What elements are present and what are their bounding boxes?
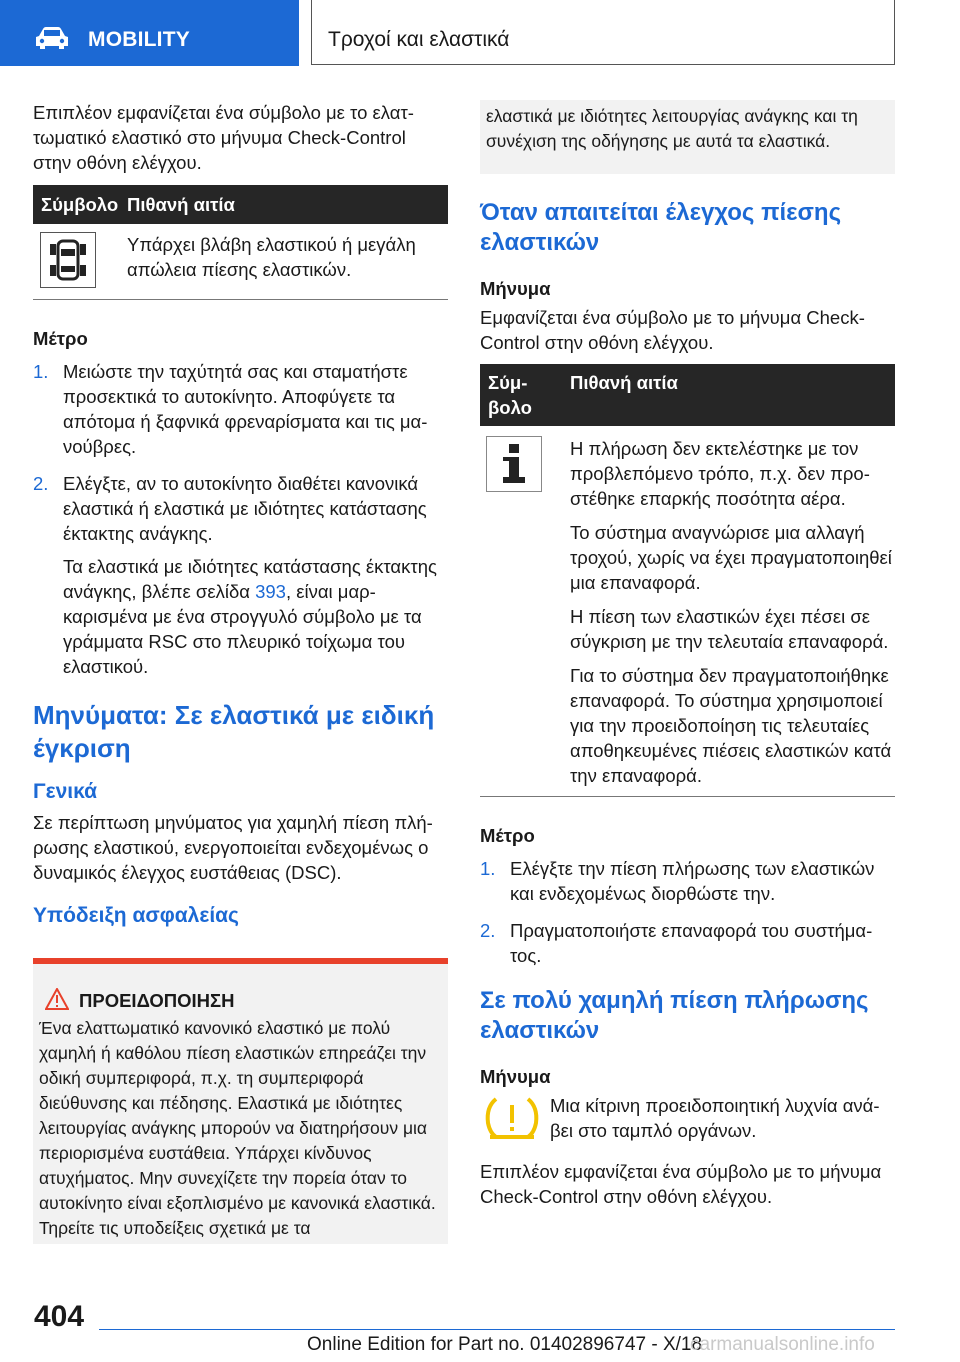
car-front-icon (34, 26, 70, 50)
table-cell-causes: Η πλήρωση δεν εκτελέστηκε με τον προβλεπόμενο τρόπο, π.χ. δεν προστέθηκε επαρκής ποσότητα αέρα. Το σύστημα αναγνώρισε μια αλλαγή τροχού, χωρίς να έχει πραγματοποιηθεί μια επαναφορά. Η πίεση των ελαστικών έχει πέσει σε σύγκριση με την τελευταία επαναφορά. Για το σύστημα δεν πραγματοποιήθηκε επαναφορά. Το σύστημα χρησιμοποιεί για την προειδοποίηση τις τελευταίες αποθηκευμένες πιέσεις ελαστικών κατά την επαναφορά. (570, 438, 892, 786)
rsc-note: Τα ελαστικά με ιδιότητες κατάστασης έκτακτης ανάγκης, βλέπε σελίδα 393, είναι μαρκαρισμένα με ένα στρογγυλό σύμβολο με τα γράμματα RSC στο πλευρικό τοίχωμα του ελαστικού. (63, 556, 437, 677)
section-label: MOBILITY (88, 28, 190, 51)
right-column (480, 198, 895, 1209)
subheading-safety: Υπόδειξη ασφαλείας (33, 904, 239, 927)
table-row (480, 426, 895, 797)
final-paragraph: Επιπλέον εμφανίζεται ένα σύμβολο με το μήνυμα Check-Control στην οθόνη ελέγχου. (480, 1161, 882, 1207)
list-item: 1. Ελέγξτε την πίεση πλήρωσης των ελαστικών και ενδεχομένως διορθώστε την. (480, 858, 875, 904)
edition-text: Online Edition for Part no. 01402896747 - X/18 (307, 1334, 703, 1355)
section-heading-low-pressure: Σε πολύ χαμηλή πίεση πλήρωσης ελαστικών (480, 987, 869, 1044)
warning-box (33, 958, 448, 1244)
tire-damage-car-icon (40, 232, 96, 288)
info-icon (486, 436, 542, 492)
table-cell-cause: Υπάρχει βλάβη ελαστικού ή μεγάλη απώλεια πίεσης ελαστικών. (127, 234, 416, 280)
measures-title: Μέτρο (33, 328, 88, 349)
tire-pressure-warning-lamp-icon (480, 1093, 544, 1145)
message-title-2: Μήνυμα (480, 1066, 551, 1087)
left-column (33, 100, 448, 928)
footer-divider (99, 1329, 895, 1330)
lamp-row (480, 1093, 895, 1145)
chapter-title: Τροχοί και ελαστικά (328, 28, 510, 51)
measures-title-2: Μέτρο (480, 825, 535, 846)
page-number: 404 (34, 1300, 85, 1333)
symbol-table-header-2 (480, 364, 895, 426)
list-item: 2. Ελέγξτε, αν το αυτοκίνητο διαθέτει κανονικά ελαστικά ή ελαστικά με ιδιότητες κατάστασης έκτακτης ανάγκης. (33, 473, 427, 544)
measures-list-2 (480, 856, 895, 968)
watermark: carmanualsonline.info (690, 1334, 875, 1355)
chapter-header (311, 0, 895, 65)
subheading-general: Γενικά (33, 780, 98, 803)
list-item: 2. Πραγματοποιήστε επαναφορά του συστήματος. (480, 920, 873, 966)
list-item: 1. Μειώστε την ταχύτητά σας και σταματήστε προσεκτικά το αυτοκίνητο. Αποφύγετε τα απότομα ή ξαφνικά φρεναρίσματα και τις μανούβρες. (33, 361, 428, 457)
table-col-cause: Πιθανή αιτία (570, 372, 678, 393)
warning-text: Ένα ελαττωματικό κανονικό ελαστικό με πολύ χαμηλή ή καθόλου πίεση ελαστικών επηρεάζει την οδική συμπεριφορά, π.χ. τη συμπεριφορά διεύθυνσης και πέδησης. Ελαστικά με ιδιότητες λειτουργίας ανάγκης μπορούν να διατηρήσουν μια περιορισμένα ευστάθεια. Υπάρχει κίνδυνος ατυχήματος. Μην συνεχίζετε την πορεία όταν το αυτοκίνητο είναι εξοπλισμένο με κανονικά ελαστικά. Τηρείτε τις υποδείξεις σχετικά με τα (39, 1018, 436, 1238)
message-title: Μήνυμα (480, 278, 551, 299)
measures-list (33, 359, 448, 546)
table-col-symbol: Σύμβολο (488, 372, 532, 418)
section-heading-check-pressure: Όταν απαιτείται έλεγχος πίεσης ελαστικών (480, 199, 842, 256)
warning-title: ΠΡΟΕΙΔΟΠΟΙΗΣΗ (79, 990, 235, 1011)
symbol-table-header (33, 185, 448, 224)
general-paragraph: Σε περίπτωση μηνύματος για χαμηλή πίεση πλήρωσης ελαστικού, ενεργοποιείται ενδεχομένως ο δυναμικός έλεγχος ευστάθειας (DSC). (33, 812, 433, 883)
table-row (33, 224, 448, 300)
page-link-393[interactable]: 393 (255, 581, 286, 602)
message-paragraph: Εμφανίζεται ένα σύμβολο με το μήνυμα Check-Control στην οθόνη ελέγχου. (480, 307, 865, 353)
section-heading-special-tires: Μηνύματα: Σε ελαστικά με ειδική έγκριση (33, 700, 435, 763)
warning-box-continued: ελαστικά με ιδιότητες λειτουργίας ανάγκης και τη συνέχιση της οδήγησης με αυτά τα ελαστικά. (480, 100, 895, 174)
table-col-symbol: Σύμβολο (41, 194, 119, 215)
lamp-text: Μια κίτρινη προειδοποιητική λυχνία ανάβει στο ταμπλό οργάνων. (550, 1095, 880, 1141)
section-tab-mobility[interactable] (0, 0, 299, 66)
table-col-cause: Πιθανή αιτία (127, 194, 235, 215)
warning-triangle-icon (45, 988, 69, 1010)
intro-paragraph: Επιπλέον εμφανίζεται ένα σύμβολο με το ελαττωματικό ελαστικό στο μήνυμα Check-Control στην οθόνη ελέγχου. (33, 102, 414, 173)
